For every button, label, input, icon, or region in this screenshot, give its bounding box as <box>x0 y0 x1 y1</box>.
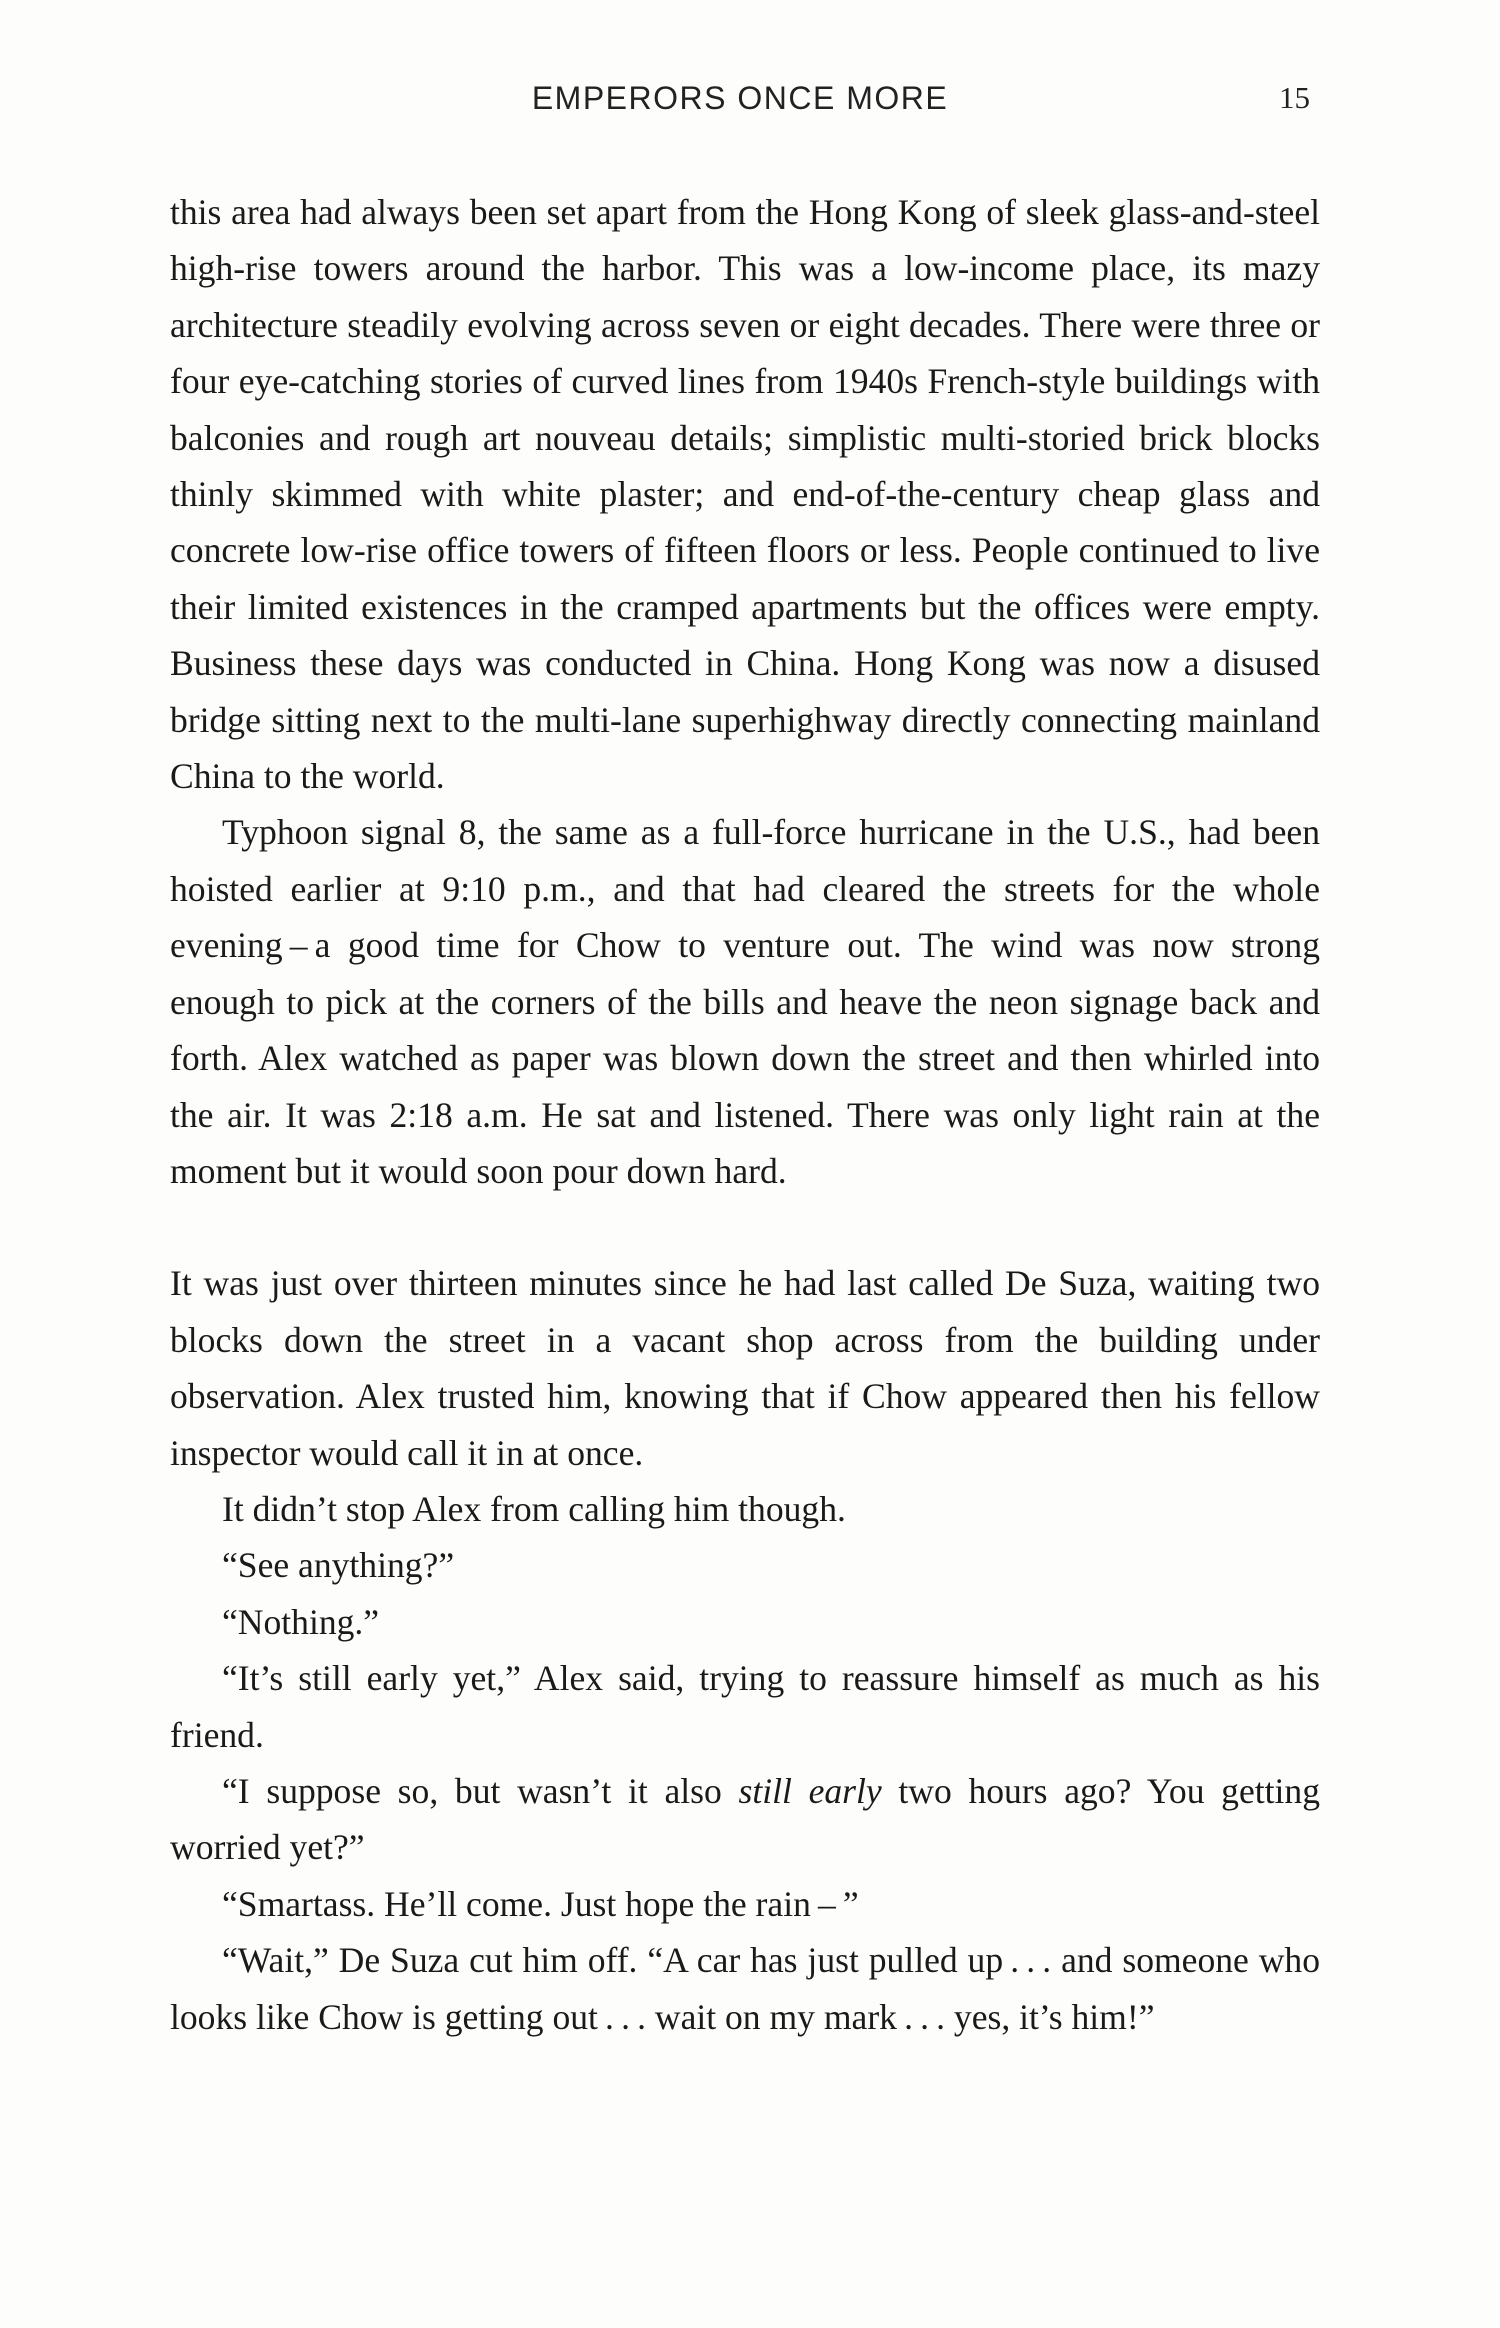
running-head <box>170 80 1310 120</box>
paragraph-3: It was just over thirteen minutes since he had last called De Suza, waiting two blocks down the street in a vacant shop across from the building under observation. Alex trusted him, knowing that if Chow appeared then his fellow inspector would call it in at once. <box>170 1263 1320 1473</box>
section-break <box>170 1199 1320 1255</box>
dialogue-line-2: “Nothing.” <box>222 1601 380 1642</box>
paragraph-4: It didn’t stop Alex from calling him though. <box>222 1488 846 1529</box>
dialogue-line-4-part-a: “I suppose so, but wasn’t it also <box>222 1770 739 1811</box>
dialogue-line-4-part-b: two hours ago? You getting worried yet?” <box>170 1770 1320 1868</box>
page-number: 15 <box>1279 80 1310 115</box>
dialogue-line-3: “It’s still early yet,” Alex said, trying to reassure himself as much as his friend. <box>170 1658 1320 1755</box>
dialogue-line-4-emphasis: still early <box>738 1770 882 1811</box>
running-title: EMPERORS ONCE MORE <box>531 80 949 116</box>
dialogue-line-4 <box>170 1763 1320 1876</box>
paragraph-2: Typhoon signal 8, the same as a full-force hurricane in the U.S., had been hoisted earlier at 9:10 p.m., and that had cleared the streets for the whole evening – a good time for Chow to venture out. The wind was now strong enough to pick at the corners of the bills and heave the neon signage back and forth. Alex watched as paper was blown down the street and then whirled into the air. It was 2:18 a.m. He sat and listened. There was only light rain at the moment but it would soon pour down hard. <box>170 812 1320 1191</box>
body-text <box>170 184 1320 2045</box>
dialogue-line-5: “Smartass. He’ll come. Just hope the rain – ” <box>222 1883 859 1924</box>
paragraph-1: this area had always been set apart from the Hong Kong of sleek glass-and-steel high-rise towers around the harbor. This was a low-income place, its mazy architecture steadily evolving across seven or eight decades. There were three or four eye-catching stories of curved lines from 1940s French-style buildings with balconies and rough art nouveau details; simplistic multi-storied brick blocks thinly skimmed with white plaster; and end-of-the-century cheap glass and concrete low-rise office towers of fifteen floors or less. People continued to live their limited existences in the cramped apartments but the offices were empty. Business these days was conducted in China. Hong Kong was now a disused bridge sitting next to the multi-lane superhighway directly connecting mainland China to the world. <box>170 192 1320 797</box>
dialogue-line-1: “See anything?” <box>222 1545 455 1586</box>
dialogue-line-6: “Wait,” De Suza cut him off. “A car has just pulled up . . . and someone who looks like Chow is getting out . . . wait on my mark . . . yes, it’s him!” <box>170 1940 1320 2037</box>
